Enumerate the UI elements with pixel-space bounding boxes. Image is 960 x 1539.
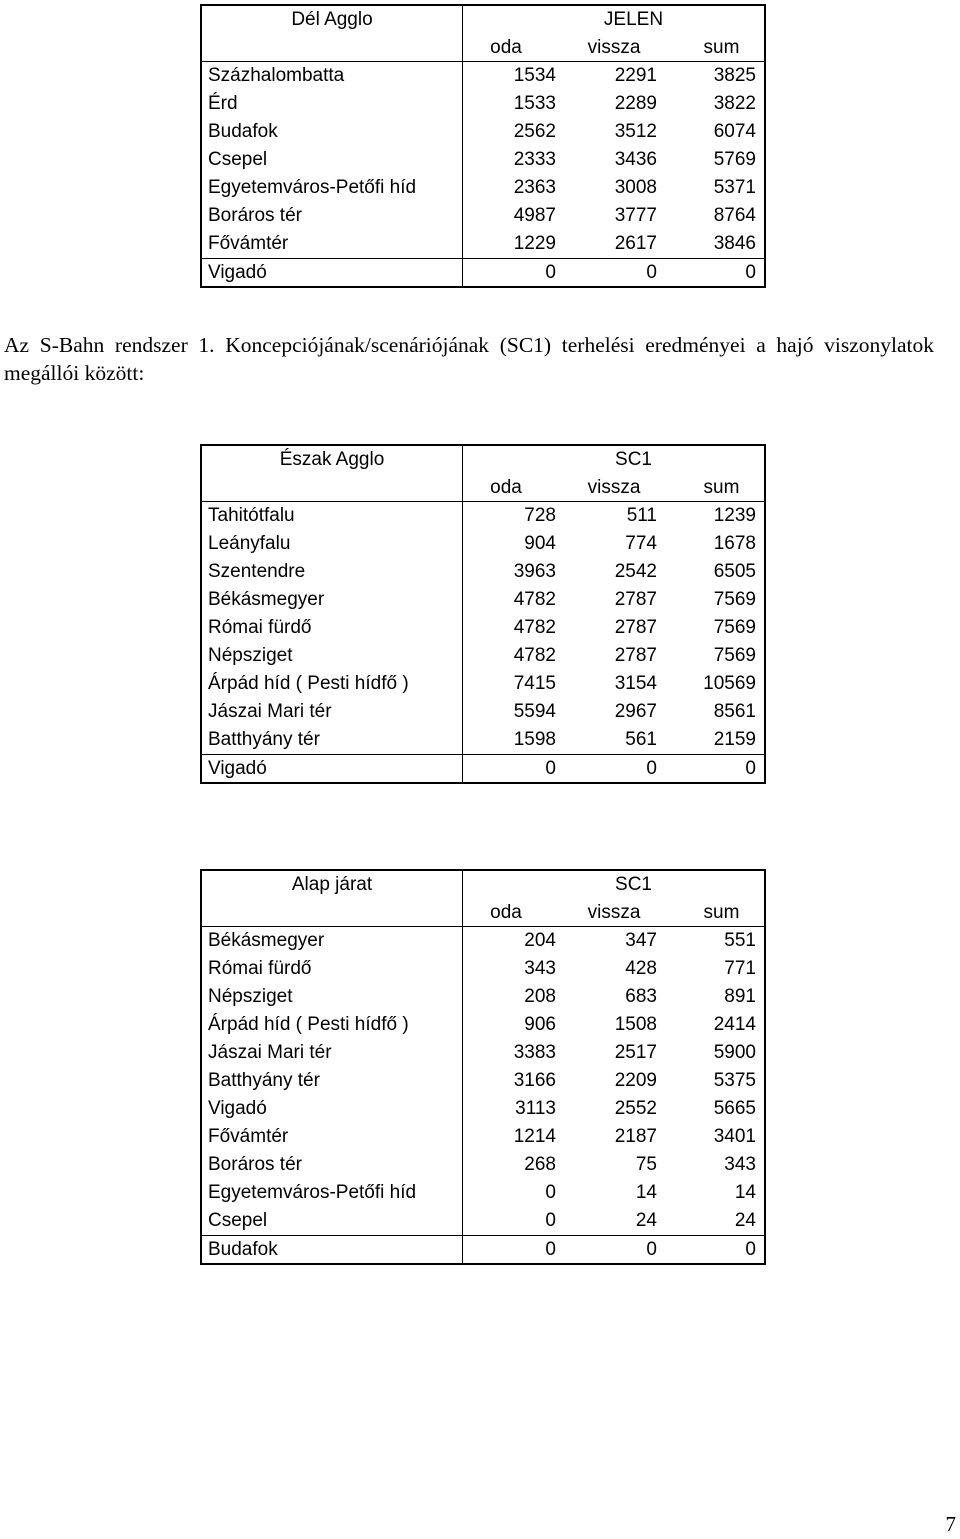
table-row [202,726,764,754]
cell-oda: 208 [524,986,556,1007]
cell-oda: 2562 [513,121,556,142]
table-header-row [202,446,764,474]
cell-vissza: 2517 [614,1042,657,1063]
cell-vissza: 3154 [614,673,657,694]
cell-sum: 7569 [713,617,756,638]
column-header-sum: sum [703,36,740,58]
row-stop-name: Szentendre [208,561,306,582]
cell-sum: 10569 [703,673,756,694]
table-row [202,754,764,782]
row-stop-name: Batthyány tér [208,1070,320,1091]
column-header-sum: sum [703,476,740,498]
table-group-label: Észak Agglo [279,449,385,470]
table-scenario-label: SC1 [615,449,652,470]
page-number: 7 [945,1512,956,1536]
table-column-header-row [202,899,764,927]
row-stop-name: Érd [208,93,238,114]
cell-oda: 0 [545,1210,556,1231]
cell-vissza: 347 [625,930,657,951]
cell-sum: 5371 [713,177,756,198]
table-alap-jarat [200,869,766,1265]
cell-oda: 343 [524,958,556,979]
cell-oda: 906 [524,1014,556,1035]
cell-oda: 4987 [513,205,556,226]
cell-vissza: 2967 [614,701,657,722]
table-row [202,202,764,230]
cell-sum: 3846 [713,233,756,254]
table-column-header-row [202,34,764,62]
cell-vissza: 3512 [614,121,657,142]
cell-vissza: 2209 [614,1070,657,1091]
table-row [202,670,764,698]
cell-vissza: 3777 [614,205,657,226]
table-row [202,614,764,642]
cell-oda: 0 [545,261,556,283]
table-row [202,258,764,286]
row-stop-name: Egyetemváros-Petőfi híd [208,1182,417,1203]
cell-vissza: 0 [646,261,657,283]
row-stop-name: Boráros tér [208,1154,302,1175]
table-row [202,1235,764,1263]
cell-sum: 3401 [713,1126,756,1147]
cell-oda: 1534 [513,65,556,86]
column-header-vissza: vissza [587,36,641,58]
cell-vissza: 2552 [614,1098,657,1119]
cell-oda: 1533 [513,93,556,114]
table-row [202,1123,764,1151]
cell-sum: 5665 [713,1098,756,1119]
cell-vissza: 2291 [614,65,657,86]
row-stop-name: Árpád híd ( Pesti hídfő ) [208,673,409,694]
cell-sum: 3825 [713,65,756,86]
table-row [202,642,764,670]
table-header-row [202,871,764,899]
cell-sum: 0 [745,757,756,779]
cell-sum: 5769 [713,149,756,170]
table-row [202,230,764,258]
cell-vissza: 24 [635,1210,657,1231]
cell-sum: 0 [745,1238,756,1260]
column-header-oda: oda [490,476,522,498]
cell-sum: 343 [724,1154,756,1175]
table-header-row [202,6,764,34]
table-row [202,174,764,202]
table-row [202,983,764,1011]
row-stop-name: Népsziget [208,645,293,666]
cell-vissza: 2787 [614,589,657,610]
table-row [202,927,764,955]
cell-vissza: 2542 [614,561,657,582]
cell-oda: 0 [545,1182,556,1203]
cell-sum: 1239 [713,505,756,526]
table-row [202,118,764,146]
row-stop-name: Százhalombatta [208,65,345,86]
table-group-label: Alap járat [291,874,373,895]
cell-sum: 8561 [713,701,756,722]
table-row [202,1095,764,1123]
table-row [202,530,764,558]
cell-oda: 4782 [513,645,556,666]
cell-sum: 8764 [713,205,756,226]
column-header-vissza: vissza [587,476,641,498]
cell-oda: 728 [524,505,556,526]
table-row [202,90,764,118]
cell-vissza: 0 [646,1238,657,1260]
cell-oda: 1598 [513,729,556,750]
cell-oda: 4782 [513,617,556,638]
table-row [202,698,764,726]
cell-oda: 4782 [513,589,556,610]
cell-sum: 1678 [713,533,756,554]
cell-sum: 7569 [713,589,756,610]
cell-oda: 0 [545,1238,556,1260]
row-stop-name: Jászai Mari tér [208,701,332,722]
cell-oda: 0 [545,757,556,779]
cell-sum: 3822 [713,93,756,114]
row-stop-name: Békásmegyer [208,930,325,951]
cell-oda: 1214 [513,1126,556,1147]
cell-sum: 551 [724,930,756,951]
cell-sum: 771 [724,958,756,979]
cell-vissza: 2787 [614,645,657,666]
row-stop-name: Budafok [208,121,278,142]
cell-vissza: 3436 [614,149,657,170]
table-row [202,1067,764,1095]
cell-oda: 7415 [513,673,556,694]
table-row [202,502,764,530]
table-column-header-row [202,474,764,502]
cell-vissza: 75 [635,1154,657,1175]
cell-vissza: 511 [626,505,657,526]
cell-sum: 2414 [713,1014,756,1035]
cell-vissza: 683 [625,986,657,1007]
row-stop-name: Fővámtér [208,1126,289,1147]
cell-vissza: 2289 [614,93,657,114]
row-stop-name: Vigadó [208,261,267,283]
cell-oda: 2333 [513,149,556,170]
cell-oda: 268 [524,1154,556,1175]
cell-sum: 14 [734,1182,756,1203]
cell-sum: 2159 [713,729,756,750]
row-stop-name: Egyetemváros-Petőfi híd [208,177,417,198]
cell-vissza: 561 [625,729,657,750]
row-stop-name: Budafok [208,1238,278,1260]
cell-sum: 6074 [713,121,756,142]
cell-vissza: 3008 [614,177,657,198]
cell-sum: 0 [745,261,756,283]
cell-oda: 3166 [513,1070,556,1091]
column-header-sum: sum [703,901,740,923]
row-stop-name: Vigadó [208,1098,267,1119]
cell-sum: 5900 [713,1042,756,1063]
cell-vissza: 2617 [614,233,657,254]
table-del-agglo [200,4,766,288]
cell-sum: 891 [724,986,756,1007]
row-stop-name: Leányfalu [208,533,291,554]
cell-sum: 24 [734,1210,756,1231]
cell-oda: 3113 [515,1098,556,1119]
cell-vissza: 428 [625,958,657,979]
row-stop-name: Csepel [208,149,268,170]
row-stop-name: Batthyány tér [208,729,320,750]
row-stop-name: Árpád híd ( Pesti hídfő ) [208,1014,409,1035]
column-header-oda: oda [490,901,522,923]
table-row [202,1207,764,1235]
row-stop-name: Római fürdő [208,958,312,979]
table-row [202,1039,764,1067]
table-row [202,62,764,90]
table-eszak-agglo [200,444,766,784]
row-stop-name: Fővámtér [208,233,289,254]
cell-oda: 3383 [513,1042,556,1063]
cell-vissza: 774 [625,533,657,554]
table-group-label: Dél Agglo [291,9,373,30]
cell-vissza: 1508 [614,1014,657,1035]
cell-vissza: 2787 [614,617,657,638]
table-row [202,558,764,586]
row-stop-name: Jászai Mari tér [208,1042,332,1063]
row-stop-name: Boráros tér [208,205,302,226]
cell-oda: 204 [524,930,556,951]
cell-oda: 2363 [513,177,556,198]
row-stop-name: Népsziget [208,986,293,1007]
row-stop-name: Csepel [208,1210,268,1231]
table-row [202,586,764,614]
paragraph-text: Az S-Bahn rendszer 1. Koncepciójának/scenáriójának (SC1) terhelési eredményei a hajó viszonylatok megállói között: [4,333,934,385]
cell-vissza: 2187 [614,1126,657,1147]
row-stop-name: Békásmegyer [208,589,325,610]
row-stop-name: Tahitótfalu [208,505,295,526]
cell-sum: 6505 [713,561,756,582]
row-stop-name: Vigadó [208,757,267,779]
table-scenario-label: JELEN [603,9,664,30]
cell-oda: 3963 [513,561,556,582]
row-stop-name: Római fürdő [208,617,312,638]
cell-oda: 5594 [513,701,556,722]
cell-sum: 5375 [713,1070,756,1091]
cell-oda: 904 [524,533,556,554]
cell-oda: 1229 [513,233,556,254]
column-header-vissza: vissza [587,901,641,923]
cell-vissza: 14 [635,1182,657,1203]
cell-vissza: 0 [646,757,657,779]
table-scenario-label: SC1 [615,874,652,895]
table-row [202,955,764,983]
table-row [202,1151,764,1179]
cell-sum: 7569 [713,645,756,666]
table-row [202,146,764,174]
column-header-oda: oda [490,36,522,58]
table-row [202,1179,764,1207]
table-row [202,1011,764,1039]
